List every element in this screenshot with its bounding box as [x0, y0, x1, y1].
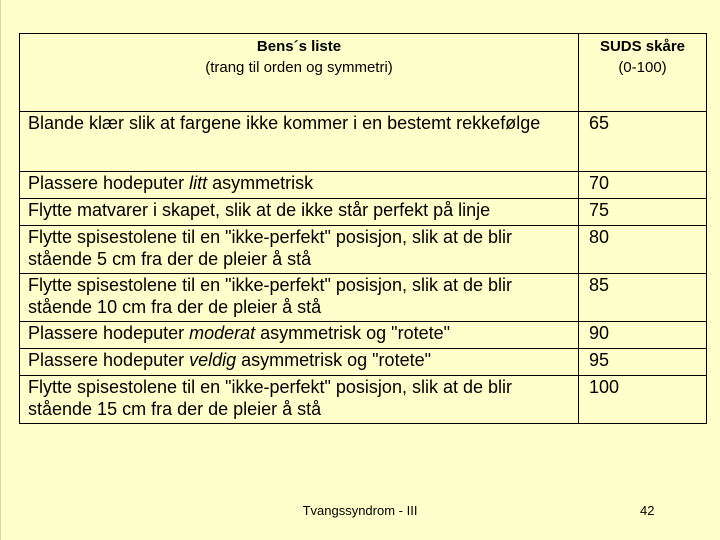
- footer-title: Tvangssyndrom - III: [302, 503, 418, 518]
- task-cell: [20, 349, 579, 376]
- task-cell: [20, 322, 579, 349]
- task-text: Plassere hodeputer: [28, 350, 190, 370]
- task-cell: [20, 172, 579, 199]
- table-row: [20, 112, 707, 172]
- table-row: [20, 199, 707, 226]
- suds-score: 90: [579, 322, 707, 349]
- task-text: Flytte spisestolene til en "ikke-perfekt" posisjon, slik at de blir stående 10 cm fra der de pleier å stå: [28, 275, 512, 317]
- task-text-after: asymmetrisk: [207, 173, 314, 193]
- task-column-subtitle: (trang til orden og symmetri): [205, 59, 393, 76]
- task-cell: [20, 376, 579, 424]
- table-row: [20, 322, 707, 349]
- task-emphasis: moderat: [189, 323, 256, 343]
- task-text: Flytte matvarer i skapet, slik at de ikke står perfekt på linje: [28, 200, 491, 220]
- task-cell: [20, 199, 579, 226]
- table-row: [20, 349, 707, 376]
- task-text-after: asymmetrisk og "rotete": [236, 350, 431, 370]
- suds-column-title: SUDS skåre: [599, 38, 686, 55]
- suds-column-subtitle: (0-100): [618, 59, 667, 76]
- table-row: [20, 274, 707, 322]
- suds-score: 100: [579, 376, 707, 424]
- table-row: [20, 172, 707, 199]
- task-text: Plassere hodeputer: [28, 173, 190, 193]
- task-cell: [20, 112, 579, 172]
- task-text: Plassere hodeputer: [28, 323, 190, 343]
- task-text-after: asymmetrisk og "rotete": [255, 323, 450, 343]
- suds-score: 80: [579, 226, 707, 274]
- exposure-hierarchy-table: [19, 33, 707, 424]
- suds-score: 95: [579, 349, 707, 376]
- table-header-row: [20, 34, 707, 112]
- page-number: 42: [640, 503, 655, 518]
- task-text: Flytte spisestolene til en "ikke-perfekt" posisjon, slik at de blir stående 5 cm fra der de pleier å stå: [28, 227, 512, 269]
- task-header-cell: [20, 34, 579, 112]
- table-row: [20, 226, 707, 274]
- suds-score: 75: [579, 199, 707, 226]
- suds-score: 65: [579, 112, 707, 172]
- suds-header-cell: [579, 34, 707, 112]
- task-emphasis: veldig: [189, 350, 237, 370]
- task-column-title: Bens´s liste: [256, 38, 342, 55]
- suds-score: 85: [579, 274, 707, 322]
- task-text: Flytte spisestolene til en "ikke-perfekt" posisjon, slik at de blir stående 15 cm fra der de pleier å stå: [28, 377, 512, 419]
- suds-score: 70: [579, 172, 707, 199]
- task-text: Blande klær slik at fargene ikke kommer i en bestemt rekkefølge: [28, 113, 541, 133]
- task-cell: [20, 274, 579, 322]
- task-cell: [20, 226, 579, 274]
- task-emphasis: litt: [189, 173, 208, 193]
- table-row: [20, 376, 707, 424]
